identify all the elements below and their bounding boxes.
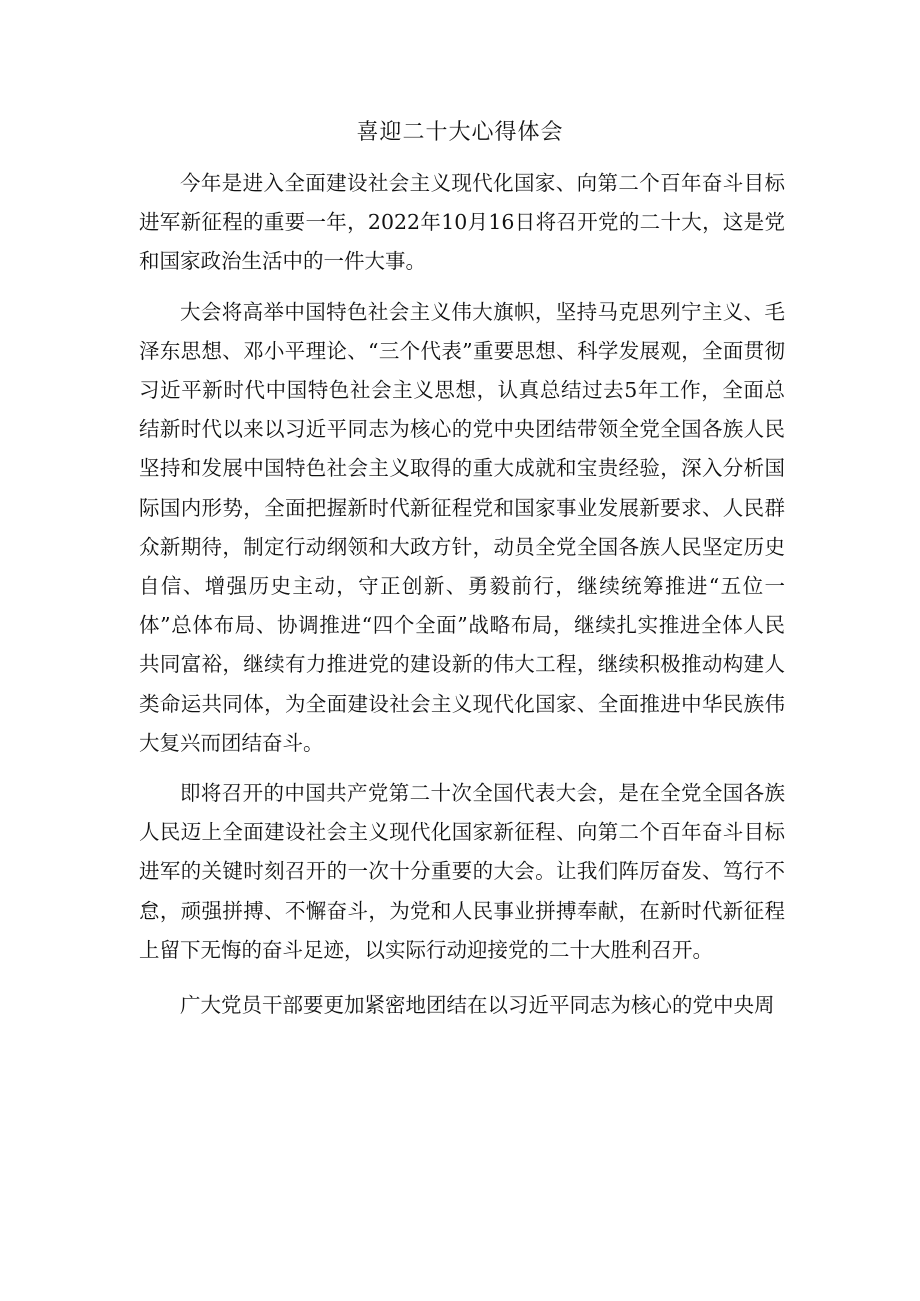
paragraph-1: 今年是进入全面建设社会主义现代化国家、向第二个百年奋斗目标进军新征程的重要一年，2022年10月16日将召开党的二十大，这是党和国家政治生活中的一件大事。 [139, 171, 785, 274]
page-title: 喜迎二十大心得体会 [356, 120, 564, 145]
paragraph-2: 大会将高举中国特色社会主义伟大旗帜，坚持马克思列宁主义、毛泽东思想、邓小平理论、“三个代表”重要思想、科学发展观，全面贯彻习近平新时代中国特色社会主义思想，认真总结过去5年工作，全面总结新时代以来以习近平同志为核心的党中央团结带领全党全国各族人民坚持和发展中国特色社会主义取得的重大成就和宝贵经验，深入分析国际国内形势，全面把握新时代新征程党和国家事业发展新要求、人民群众新期待，制定行动纲领和大政方针，动员全党全国各族人民坚定历史自信、增强历史主动，守正创新、勇毅前行，继续统筹推进“五位一体”总体布局、协调推进“四个全面”战略布局，继续扎实推进全体人民共同富裕，继续有力推进党的建设新的伟大工程，继续积极推动构建人类命运共同体，为全面建设社会主义现代化国家、全面推进中华民族伟大复兴而团结奋斗。 [139, 299, 785, 755]
paragraph-4: 广大党员干部要更加紧密地团结在以习近平同志为核心的党中央周 [180, 993, 775, 1018]
document-body [139, 164, 785, 1036]
paragraph-3: 即将召开的中国共产党第二十次全国代表大会，是在全党全国各族人民迈上全面建设社会主义现代化国家新征程、向第二个百年奋斗目标进军的关键时刻召开的一次十分重要的大会。让我们阵厉奋发、笃行不怠，顽强拼搏、不懈奋斗，为党和人民事业拼搏奉献，在新时代新征程上留下无悔的奋斗足迹，以实际行动迎接党的二十大胜利召开。 [139, 781, 785, 962]
